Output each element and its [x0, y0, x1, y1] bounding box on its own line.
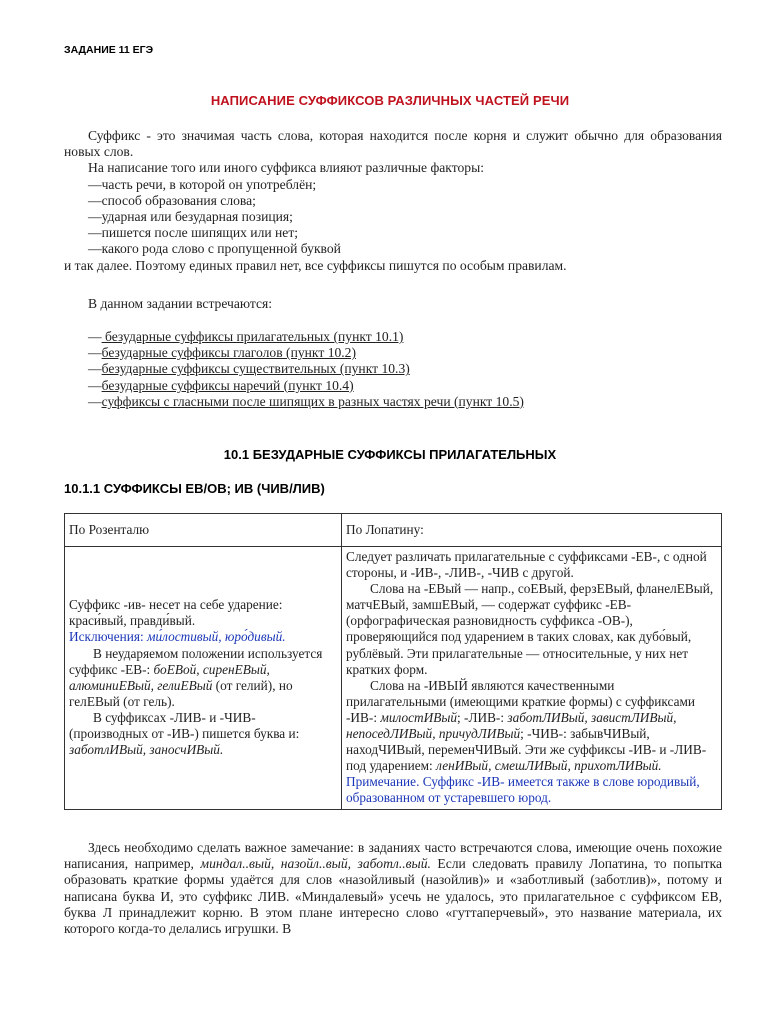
factor-item: —способ образования слова;	[88, 192, 256, 208]
tasks-lead	[64, 296, 722, 312]
table-header-row	[65, 514, 722, 547]
topic-link-sibilants[interactable]: —суффиксы с гласными после шипящих в разных частях речи (пункт 10.5)	[88, 393, 524, 409]
rosenthal-rule: Суффикс -ив- несет на себе ударение: краси́вый, правди́вый.	[69, 597, 283, 629]
document-label: ЗАДАНИЕ 11 ЕГЭ	[64, 44, 154, 56]
header-lopatin: По Лопатину:	[342, 514, 722, 547]
remark-paragraph: Здесь необходимо сделать важное замечание: в заданиях часто встречаются слова, имеющие очень похожие написания, например, миндал..вый, назойл..вый, заботл..вый. Если следовать правилу Лопатина, то попытка образовать краткие формы удаётся для слов «назойливый (назойлив)» и «заботливый (заботлив)», потому и написана буква И, это суффикс ЛИВ. «Миндалевый» усечь не удалось, это прилагательное с суффиксом ЕВ, буква Л принадлежит корню. В этом плане интересно слово «гуттаперчевый», это название материала, их которого когда-то делались игрушки. В	[64, 840, 723, 937]
page-title: НАПИСАНИЕ СУФФИКСОВ РАЗЛИЧНЫХ ЧАСТЕЙ РЕЧИ	[210, 93, 570, 108]
lopatin-intro: Следует различать прилагательные с суффиксами -ЕВ-, с одной стороны, и -ИВ-, -ЛИВ-, -ЧИВ с другой.	[346, 549, 707, 581]
topic-link-nouns[interactable]: —безударные суффиксы существительных (пункт 10.3)	[88, 361, 410, 377]
lopatin-cell	[342, 547, 722, 810]
topic-link-verbs[interactable]: —безударные суффиксы глаголов (пункт 10.2)	[88, 345, 357, 361]
topic-link-adverbs[interactable]: —безударные суффиксы наречий (пункт 10.4)	[88, 377, 354, 393]
factor-item: —какого рода слово с пропущенной буквой	[88, 241, 341, 257]
lopatin-ev: Слова на -ЕВый — напр., соЕВый, ферзЕВый, фланелЕВый, матчЕВый, замшЕВый, — содержат суффикс -ЕВ- (орфографическая разновидность суффикса -ОВ-), проверяющийся под ударением в таких словах, как дубо́вый, рублёвый. Эти прилагательные — относительные, у них нет кратких форм.	[346, 581, 714, 677]
intro-section	[64, 128, 722, 274]
intro-factors-lead: На написание того или иного суффикса влияют различные факторы:	[88, 160, 484, 176]
rosenthal-exceptions: Исключения: ми́лостивый, юро́дивый.	[69, 629, 286, 645]
rosenthal-cell	[65, 547, 342, 810]
factor-item: —ударная или безударная позиция;	[88, 209, 293, 225]
subsection-title: 10.1.1 СУФФИКСЫ ЕВ/ОВ; ИВ (ЧИВ/ЛИВ)	[64, 481, 325, 496]
table-row	[65, 547, 722, 810]
rosenthal-unstressed: В неударяемом положении используется суффикс -ЕВ-: боЕВой, сиренЕВый, алюминиЕВый, гелиЕВый (от гелий), но гелЕВый (от гель).	[69, 645, 323, 709]
rosenthal-liv-chiv: В суффиксах -ЛИВ- и -ЧИВ- (производных от -ИВ-) пишется буква и: заботлИВый, заносчИВый.	[69, 709, 300, 758]
lopatin-iv: Слова на -ИВЫЙ являются качественными прилагательными (имеющими краткие формы) с суффиксами -ИВ-: милостИВый; -ЛИВ-: заботЛИВый, завистЛИВый, непоседЛИВый, причудЛИВый; -ЧИВ-: забывЧИВый, находЧИВый, переменЧИВый. Эти же суффиксы -ИВ- и -ЛИВ- под ударением: ленИВый, смешЛИВый, прихотЛИВый.	[346, 677, 707, 774]
factor-item: —пишется после шипящих или нет;	[88, 225, 299, 241]
header-rosenthal: По Розенталю	[65, 514, 342, 547]
topic-links-list	[64, 329, 722, 410]
factor-item: —часть речи, в которой он употреблён;	[88, 176, 317, 192]
topic-link-adjectives[interactable]: — безударные суффиксы прилагательных (пункт 10.1)	[88, 329, 404, 344]
intro-paragraph: Суффикс - это значимая часть слова, которая находится после корня и служит обычно для образования новых слов.	[64, 128, 722, 160]
lopatin-note: Примечание. Суффикс -ИВ- имеется также в слове юродивый, образованном от устаревшего юрод.	[346, 774, 700, 806]
section-title: 10.1 БЕЗУДАРНЫЕ СУФФИКСЫ ПРИЛАГАТЕЛЬНЫХ	[223, 447, 557, 462]
intro-conclusion: и так далее. Поэтому единых правил нет, все суффиксы пишутся по особым правилам.	[64, 257, 567, 273]
tasks-lead-text: В данном задании встречаются:	[88, 296, 273, 311]
rules-table	[64, 513, 722, 810]
